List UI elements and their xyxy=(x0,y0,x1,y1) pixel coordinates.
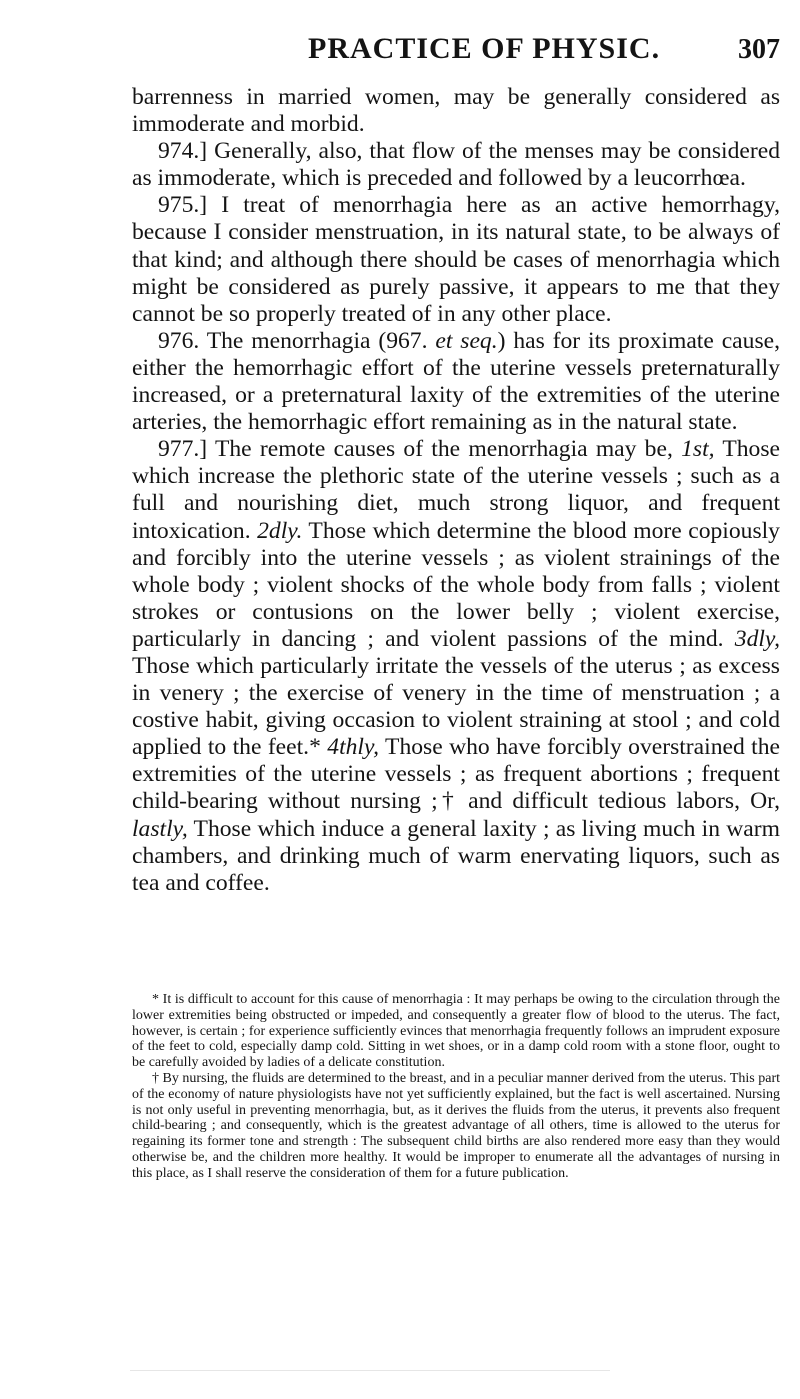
paragraph-976 xyxy=(132,328,780,436)
text-run: Those which increase the plethoric state of the uterine vessels ; such as a full and nourishing diet, much strong liquor, and frequent intoxication. xyxy=(132,436,780,544)
page-number: 307 xyxy=(738,34,780,65)
footnotes xyxy=(132,992,780,1182)
text-run: 975.] I treat of menorrhagia here as an active hemorrhagy, because I consider menstruation, in its natural state, to be always of that kind; and although there should be cases of menorrhagia which might be considered as purely passive, it appears to me that they cannot be so properly treated of in any other place. xyxy=(132,192,780,327)
page-edge-divider xyxy=(130,1370,610,1371)
paragraph-977 xyxy=(132,436,780,897)
paragraph-975 xyxy=(132,192,780,327)
italic-run: 4thly, xyxy=(327,734,380,761)
footnote-dagger: † By nursing, the fluids are determined to the breast, and in a peculiar manner derived from the uterus. This part of the economy of nature physiologists have not yet sufficiently explained, but the fact is well ascertained. Nursing is not only useful in preventing menorrhagia, but, as it derives the fluids from the uterus, it prevents also frequent child-bearing ; and consequently, which is the greatest advantage of all others, time is allowed to the uterus for regaining its former tone and strength : The subsequent child births are also rendered more easy than they would otherwise be, and the children more healthy. It would be improper to enumerate all the advantages of nursing in this place, as I shall reserve the consideration of them for a future publication. xyxy=(132,1070,780,1181)
paragraph-974 xyxy=(132,138,780,192)
text-run: Those which induce a general laxity ; as living much in warm chambers, and drinking much of warm enervating liquors, such as tea and coffee. xyxy=(132,815,780,896)
text-run: 977.] The remote causes of the menorrhagia may be, xyxy=(158,436,682,463)
running-header xyxy=(130,32,780,66)
italic-run: lastly, xyxy=(132,815,188,842)
footnote-asterisk: * It is difficult to account for this cause of menorrhagia : It may perhaps be owing to the circulation through the lower extremities being obstructed or impeded, and consequently a greater flow of blood to the uterus. The fact, however, is certain ; for experience sufficiently evinces that menorrhagia frequently follows an imprudent exposure of the feet to cold, especially damp cold. Sitting in wet shoes, or in a damp cold room with a stone floor, ought to be carefully avoided by ladies of a delicate constitution. xyxy=(132,992,780,1071)
text-run: Those who have forcibly overstrained the extremities of the uterine vessels ; as frequent abortions ; frequent child-bearing without nursing ;† and difficult tedious labors, Or, xyxy=(132,734,780,815)
italic-run: et seq. xyxy=(435,327,498,354)
italic-run: 3dly, xyxy=(734,625,780,652)
text-run: 974.] Generally, also, that flow of the menses may be considered as immoderate, which is preceded and followed by a leucorrhœa. xyxy=(132,138,780,192)
running-title: PRACTICE OF PHYSIC. xyxy=(308,32,661,65)
italic-run: 2dly. xyxy=(257,517,303,544)
text-run: ) has for its proximate cause, either the hemorrhagic effort of the uterine vessels preternaturally increased, or a preternatural laxity of the extremities of the uterine arteries, the hemorrhagic effort remaining as in the natural state. xyxy=(132,327,780,436)
text-run: barrenness in married women, may be generally considered as immoderate and morbid. xyxy=(132,84,780,138)
text-run: Those which particularly irritate the vessels of the uterus ; as excess in venery ; the exercise of venery in the time of menstruation ; a costive habit, giving occasion to violent straining at stool ; and cold applied to the feet.* xyxy=(132,652,780,761)
paragraph-continuation xyxy=(132,84,780,138)
text-run: Those which determine the blood more copiously and forcibly into the uterine vessels ; as violent strainings of the whole body ; violent shocks of the whole body from falls ; violent strokes or contusions on the lower belly ; violent exercise, particularly in dancing ; and violent passions of the mind. xyxy=(132,517,780,652)
body-text xyxy=(132,84,780,897)
text-run: 976. The menorrhagia (967. xyxy=(158,327,436,354)
italic-run: 1st, xyxy=(681,436,715,463)
